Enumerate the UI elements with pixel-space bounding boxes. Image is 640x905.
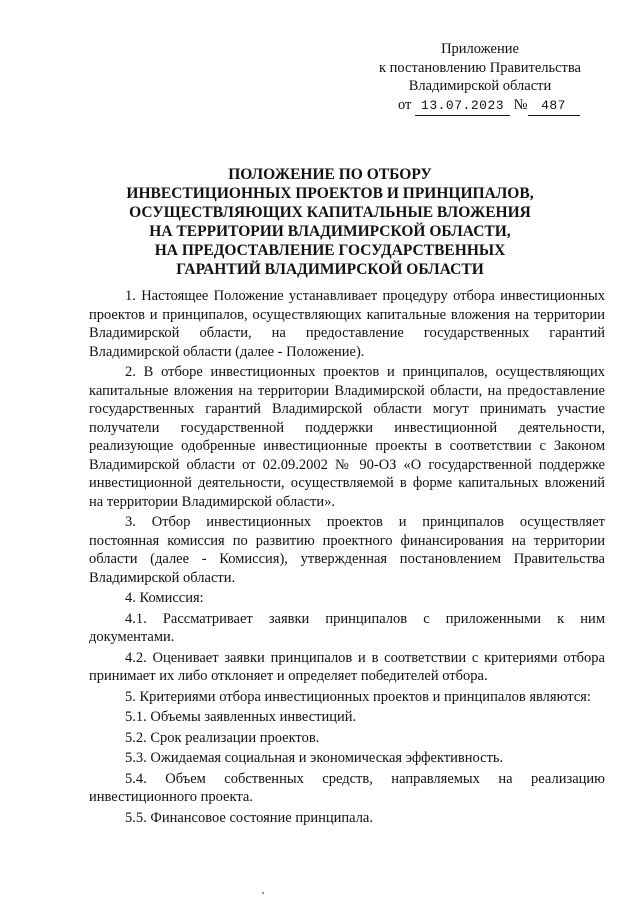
paragraph-5-4: 5.4. Объем собственных средств, направляемых на реализацию инвестиционного проекта. (89, 770, 605, 805)
scan-dot (262, 892, 264, 894)
approval-date-line (360, 96, 600, 117)
title-line-4: НА ТЕРРИТОРИИ ВЛАДИМИРСКОЙ ОБЛАСТИ, (149, 223, 511, 240)
document-title (120, 165, 540, 279)
paragraph-5: 5. Критериями отбора инвестиционных проектов и принципалов являются: (125, 688, 591, 705)
document-body (89, 287, 605, 829)
title-line-3: ОСУЩЕСТВЛЯЮЩИХ КАПИТАЛЬНЫЕ ВЛОЖЕНИЯ (129, 204, 531, 221)
number-prefix: № (513, 96, 528, 113)
paragraph-4-2: 4.2. Оценивает заявки принципалов и в соответствии с критериями отбора принимает их либо отклоняет и определяет победителей отбора. (89, 649, 605, 684)
date-prefix: от (398, 96, 412, 113)
paragraph-5-1: 5.1. Объемы заявленных инвестиций. (125, 709, 357, 725)
paragraph-2: 2. В отборе инвестиционных проектов и принципалов, осуществляющих капитальные вложения на территории Владимирской области, на предоставление государственных гарантий Владимирской области могут принимать участие получатели государственной поддержки инвестиционной деятельности, реализующие одобренные инвестиционные проекты в соответствии с Законом Владимирской области от 02.09.2002 № 90-ОЗ «О государственной поддержке инвестиционной деятельности, осуществляемой в форме капитальных вложений на территории Владимирской области». (89, 364, 605, 510)
paragraph-5-2: 5.2. Срок реализации проектов. (125, 729, 320, 746)
title-line-1: ПОЛОЖЕНИЕ ПО ОТБОРУ (228, 166, 432, 183)
paragraph-4: 4. Комиссия: (125, 590, 204, 606)
number-value: 487 (528, 97, 580, 117)
paragraph-5-3: 5.3. Ожидаемая социальная и экономическая эффективность. (125, 750, 504, 766)
approval-block (360, 40, 600, 116)
date-value: 13.07.2023 (415, 97, 510, 117)
approval-line-appendix: Приложение (441, 41, 519, 57)
paragraph-4-1: 4.1. Рассматривает заявки принципалов с приложенными к ним документами. (89, 610, 605, 645)
paragraph-1: 1. Настоящее Положение устанавливает процедуру отбора инвестиционных проектов и принципалов, осуществляющих капитальные вложения на территории Владимирской области, на предоставление государственных гарантий Владимирской области (далее - Положение). (89, 288, 605, 360)
title-line-2: ИНВЕСТИЦИОННЫХ ПРОЕКТОВ И ПРИНЦИПАЛОВ, (126, 185, 534, 202)
paragraph-3: 3. Отбор инвестиционных проектов и принципалов осуществляет постоянная комиссия по развитию проектного финансирования на территории области (далее - Комиссия), утвержденная постановлением Правительства Владимирской области. (89, 514, 605, 586)
title-line-6: ГАРАНТИЙ ВЛАДИМИРСКОЙ ОБЛАСТИ (176, 261, 484, 278)
title-line-5: НА ПРЕДОСТАВЛЕНИЕ ГОСУДАРСТВЕННЫХ (154, 242, 506, 259)
approval-line-resolution: к постановлению Правительства (379, 59, 581, 76)
paragraph-5-5: 5.5. Финансовое состояние принципала. (125, 809, 373, 826)
approval-line-region: Владимирской области (408, 78, 552, 94)
